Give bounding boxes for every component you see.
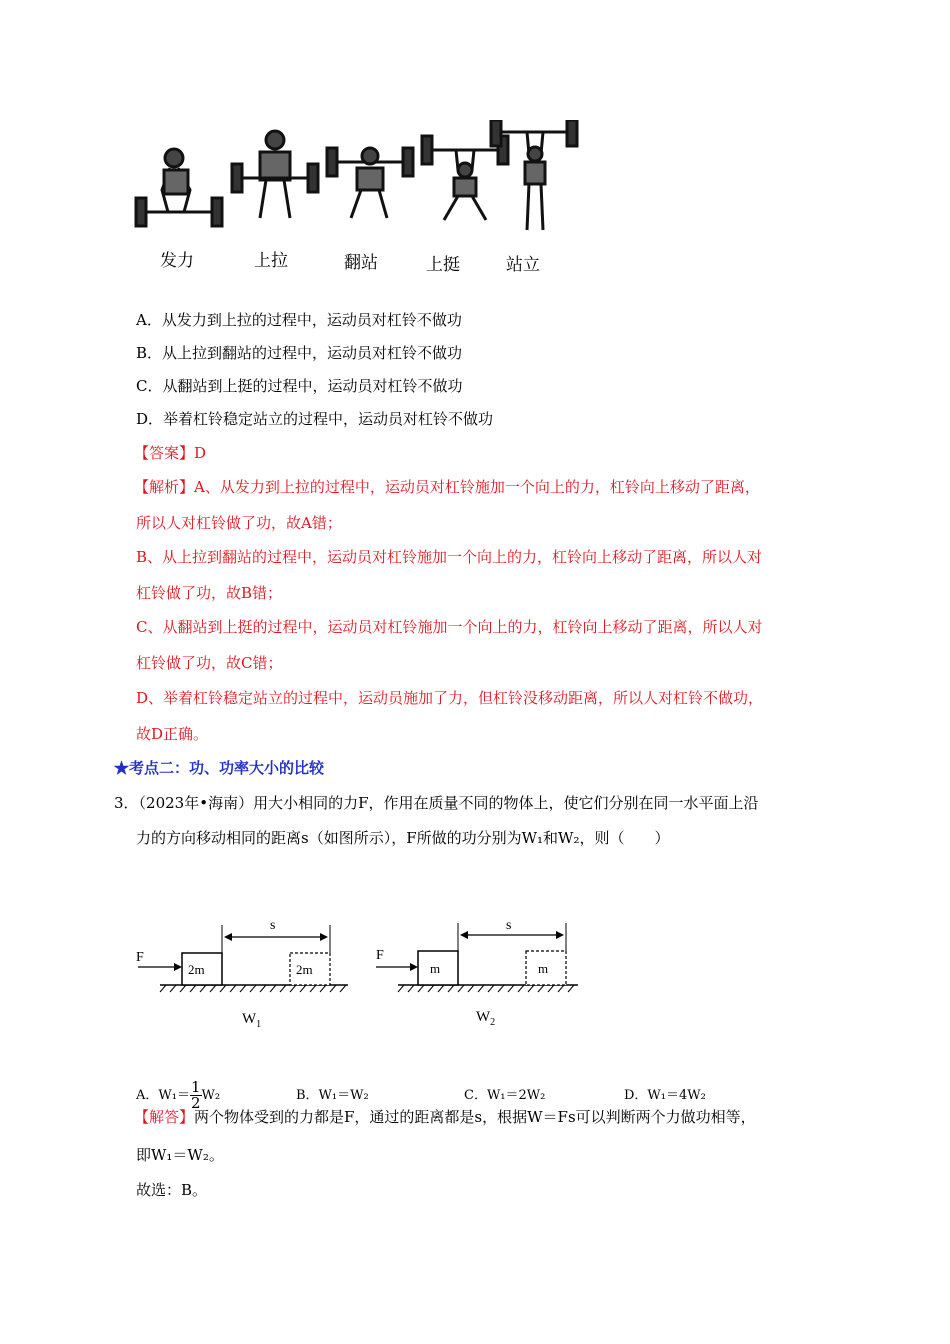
mass-start-right: m (430, 961, 441, 976)
q2-option-a: A．从发力到上拉的过程中，运动员对杠铃不做功 (136, 311, 462, 329)
lifter-stage-1 (136, 149, 222, 226)
analysis-line-8: 故D正确。 (136, 725, 209, 743)
q3-option-c: C．W₁＝2W₂ (464, 1088, 546, 1103)
q2-option-c: C．从翻站到上挺的过程中，运动员对杠铃不做功 (136, 377, 463, 395)
stage-label-4: 上挺 (426, 255, 460, 275)
stage-label-3: 翻站 (344, 253, 378, 273)
analysis-line-4: 杠铃做了功，故B错； (136, 584, 283, 602)
force-label-right: F (376, 948, 384, 963)
distance-label-right: s (506, 918, 512, 933)
mass-end-left: 2m (296, 962, 313, 977)
lifter-stage-4 (422, 136, 508, 220)
q2-option-b: B．从上拉到翻站的过程中，运动员对杠铃不做功 (136, 344, 463, 362)
stage-label-2: 上拉 (254, 251, 288, 271)
q3-stem-line-1: 3．（2023年•海南）用大小相同的力F，作用在质量不同的物体上，使它们分别在同一水平面上沿 (114, 794, 759, 812)
force-label-left: F (136, 950, 144, 965)
fraction-denominator: 2 (190, 1094, 201, 1112)
analysis-line-2: 所以人对杠铃做了功，故A错； (136, 514, 342, 532)
diagram-left (138, 925, 348, 992)
analysis-line-3: B、从上拉到翻站的过程中，运动员对杠铃施加一个向上的力，杠铃向上移动了距离，所以人对 (136, 548, 763, 566)
stage-label-1: 发力 (160, 251, 194, 271)
stage-label-5: 站立 (506, 255, 540, 275)
solution-text-1: 两个物体受到的力都是F，通过的距离都是s，根据W＝Fs可以判断两个力做功相等， (194, 1108, 756, 1126)
solution-tag: 【解答】 (134, 1108, 195, 1126)
q3-solution-line-1 (134, 1107, 756, 1127)
diagram-right (376, 923, 578, 992)
lifter-stage-3 (327, 148, 413, 218)
option-a-suffix: W₂ (201, 1088, 221, 1103)
q2-option-d: D．举着杠铃稳定站立的过程中，运动员对杠铃不做功 (136, 410, 494, 428)
analysis-tag: 【解析】 (134, 478, 195, 496)
weightlifting-illustration (130, 120, 580, 240)
analysis-line-5: C、从翻站到上挺的过程中，运动员对杠铃施加一个向上的力，杠铃向上移动了距离，所以人对 (136, 618, 763, 636)
q2-answer (134, 443, 206, 463)
q3-stem-line-2: 力的方向移动相同的距离s（如图所示），F所做的功分别为W₁和W₂，则（ ） (136, 829, 670, 847)
q3-solution-line-2: 即W₁＝W₂。 (136, 1146, 224, 1164)
q3-choice: 故选：B。 (136, 1181, 208, 1199)
weightlifting-figure (130, 120, 580, 280)
lifter-stage-2 (232, 131, 318, 218)
mass-start-left: 2m (188, 962, 205, 977)
answer-tag: 【答案】 (134, 444, 195, 462)
section-heading: ★考点二：功、功率大小的比较 (114, 759, 325, 777)
analysis-line-7: D、举着杠铃稳定站立的过程中，运动员施加了力，但杠铃没移动距离，所以人对杠铃不做功， (136, 689, 764, 707)
work-label-right: $W_2$ (476, 1009, 496, 1028)
distance-label-left: s (270, 918, 276, 933)
q3-figure (130, 905, 600, 1065)
analysis-line-6: 杠铃做了功，故C错； (136, 654, 283, 672)
q3-option-d: D．W₁＝4W₂ (624, 1088, 706, 1103)
q3-option-b: B．W₁＝W₂ (296, 1088, 369, 1103)
work-label-left: $W_1$ (242, 1011, 262, 1030)
analysis-text-1: A、从发力到上拉的过程中，运动员对杠铃施加一个向上的力，杠铃向上移动了距离， (194, 478, 760, 496)
option-a-prefix: A．W₁＝ (136, 1088, 190, 1103)
force-diagram (130, 905, 600, 1065)
answer-value: D (194, 444, 207, 462)
mass-end-right: m (538, 961, 549, 976)
fraction-numerator: 1 (190, 1078, 201, 1096)
analysis-line-1 (134, 477, 760, 497)
